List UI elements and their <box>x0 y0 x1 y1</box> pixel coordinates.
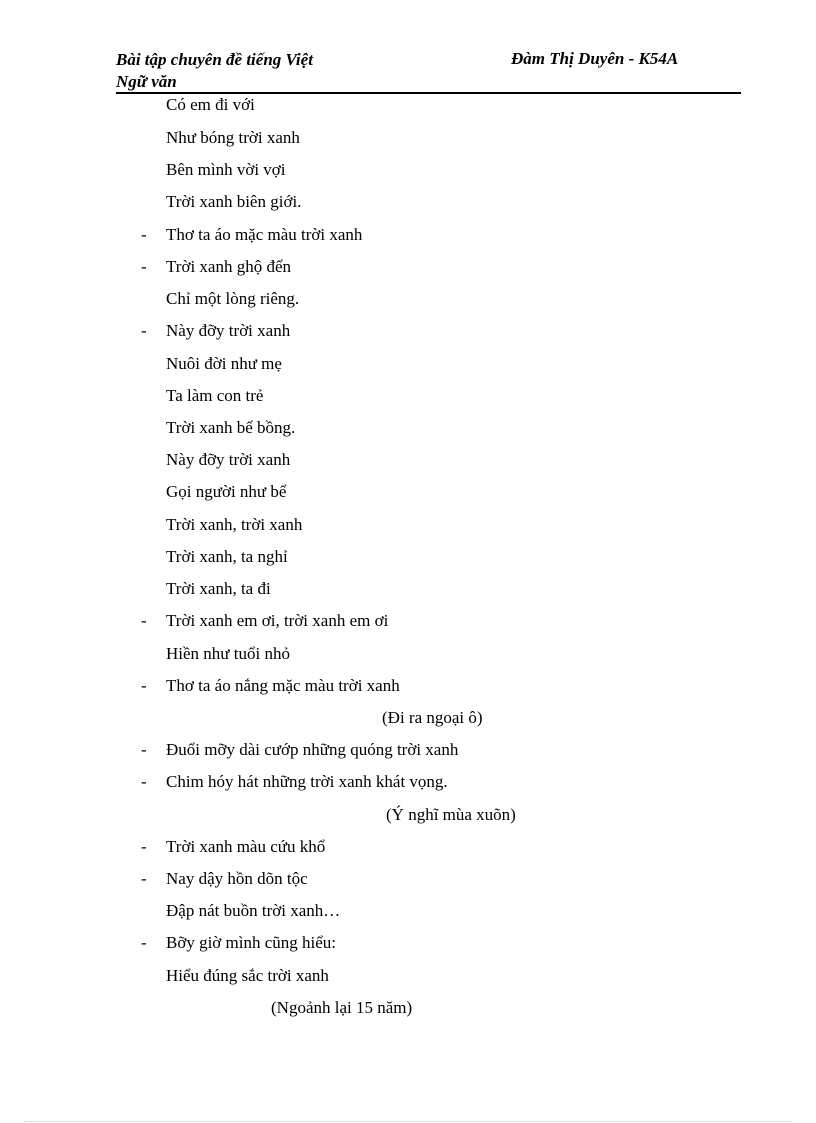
bullet-dash: - <box>141 933 147 952</box>
bullet-dash: - <box>141 740 147 759</box>
poem-line: Hiểu đúng sắc trời xanh <box>166 966 329 985</box>
poem-line: Này đỡy trời xanh <box>166 450 291 469</box>
poem-line: Hiền như tuổi nhỏ <box>166 644 290 663</box>
poem-line: Có em đi với <box>166 95 255 114</box>
bullet-dash: - <box>141 257 147 276</box>
poem-line: Nuôi đời như mẹ <box>166 354 282 373</box>
poem-line: Trời xanh màu cứu khổ <box>166 837 326 856</box>
poem-line: Gọi người như bể <box>166 482 287 501</box>
poem-line: Thơ ta áo nắng mặc màu trời xanh <box>166 676 400 695</box>
poem-line: Trời xanh biên giới. <box>166 192 302 211</box>
poem-line: Bỡy giờ mình cũng hiểu: <box>166 933 337 952</box>
bullet-dash: - <box>141 611 147 630</box>
bullet-dash: - <box>141 676 147 695</box>
poem-line: Chỉ một lòng riêng. <box>166 289 300 308</box>
poem-line: Thơ ta áo mặc màu trời xanh <box>166 225 363 244</box>
poem-line: Đuổi mỡy dài cướp những quóng trời xanh <box>166 740 459 759</box>
source-caption: (Ngoảnh lại 15 năm) <box>271 998 413 1017</box>
poem-line: Nay dậy hồn dõn tộc <box>166 869 308 888</box>
bullet-dash: - <box>141 321 147 340</box>
bullet-dash: - <box>141 772 147 791</box>
page-bottom-edge <box>24 1121 792 1122</box>
poem-line: Trời xanh, trời xanh <box>166 515 303 534</box>
author-name: Đàm Thị Duyên - K54A <box>511 49 679 68</box>
poem-line: Trời xanh, ta nghỉ <box>166 547 288 566</box>
source-caption: (Đi ra ngoại ô) <box>382 708 483 727</box>
poem-line: Ta làm con trẻ <box>166 386 264 405</box>
bullet-dash: - <box>141 225 147 244</box>
poem-line: Trời xanh ghộ đến <box>166 257 292 276</box>
poem-line: Này đỡy trời xanh <box>166 321 291 340</box>
title-line-2: Ngữ văn <box>116 72 177 91</box>
bullet-dash: - <box>141 837 147 856</box>
poem-line: Như bóng trời xanh <box>166 128 300 147</box>
poem-line: Đập nát buồn trời xanh… <box>166 901 341 920</box>
poem-line: Trời xanh, ta đi <box>166 579 271 598</box>
bullet-dash: - <box>141 869 147 888</box>
poem-line: Trời xanh em ơi, trời xanh em ơi <box>166 611 389 630</box>
poem-line: Chim hóy hát những trời xanh khát vọng. <box>166 772 448 791</box>
poem-line: Trời xanh bế bồng. <box>166 418 296 437</box>
source-caption: (Ý nghĩ mùa xuõn) <box>386 805 516 824</box>
document-title <box>116 49 313 93</box>
title-line-1: Bài tập chuyên đề tiếng Việt <box>116 50 313 69</box>
poem-line: Bên mình vời vợi <box>166 160 286 179</box>
